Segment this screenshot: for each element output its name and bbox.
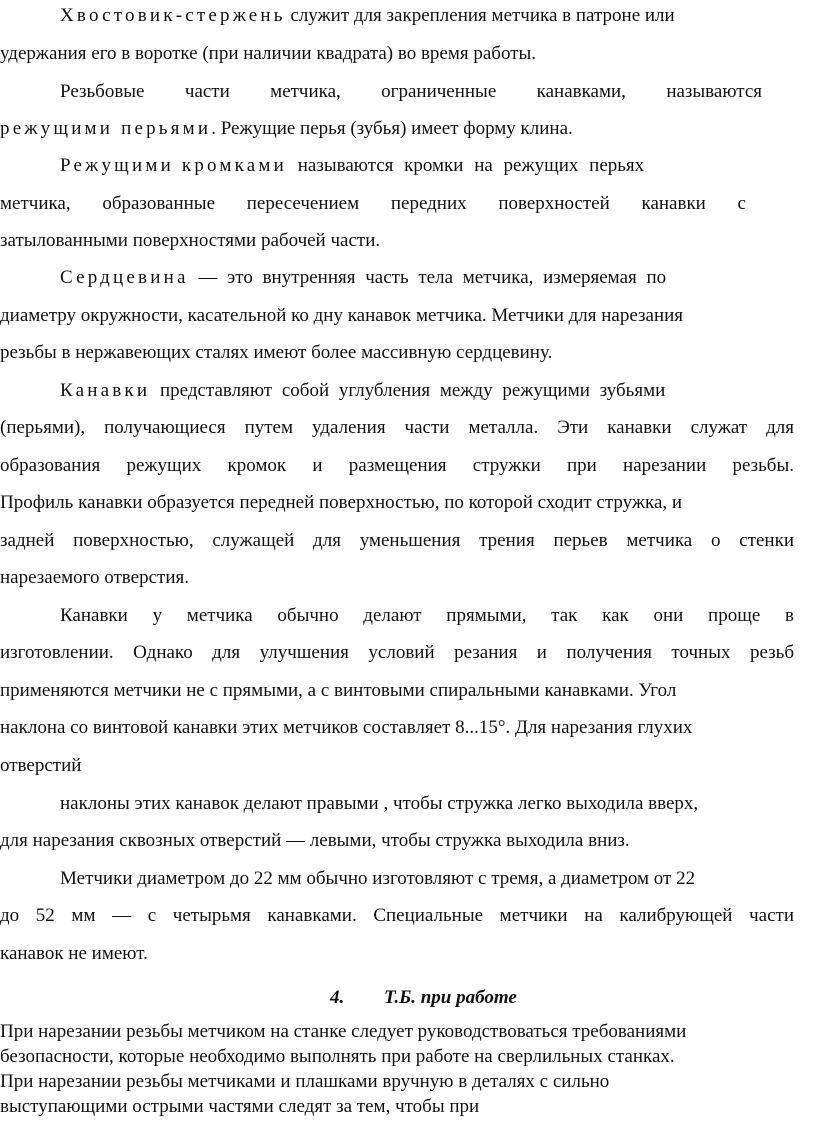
paragraph-6-line-1: Канавки у метчика обычно делают прямыми, так как они проще в (60, 605, 794, 626)
paragraph-6-line-3: применяются метчики не с прямыми, а с винтовыми спиральными канавками. Угол (0, 680, 677, 701)
term-rezhushchie-perya: режущими перьями (0, 118, 212, 139)
term-kanavki: Канавки (60, 380, 151, 401)
paragraph-9-line-4: выступающими острыми частями следят за тем, чтобы при (0, 1096, 480, 1117)
paragraph-9-line-2: безопасности, которые необходимо выполнять при работе на сверлильных станках. (0, 1046, 675, 1067)
paragraph-8-line-2: до 52 мм — с четырьмя канавками. Специальные метчики на калибрующей части (0, 905, 794, 926)
text: . Режущие перья (зубья) имеет форму клина. (211, 118, 573, 139)
paragraph-4-line-3: резьбы в нержавеющих сталях имеют более массивную сердцевину. (0, 342, 553, 363)
term-serdtsevina: Сердцевина (60, 267, 189, 288)
section-number: 4. (330, 987, 345, 1008)
paragraph-9-line-1: При нарезании резьбы метчиком на станке следует руководствоваться требованиями (0, 1021, 687, 1042)
paragraph-7-line-1: наклоны этих канавок делают правыми , чтобы стружка легко выходила вверх, (60, 793, 699, 814)
paragraph-3-line-2: метчика, образованные пересечением передних поверхностей канавки с (0, 193, 746, 214)
paragraph-5-line-5: задней поверхностью, служащей для уменьшения трения перьев метчика о стенки (0, 530, 794, 551)
section-title: Т.Б. при работе (384, 987, 517, 1008)
paragraph-3-line-3: затылованными поверхностями рабочей части. (0, 230, 381, 251)
paragraph-2-line-2 (0, 117, 573, 141)
text: представляют собой углубления между режущими зубьями (150, 380, 666, 401)
text: — это внутренняя часть тела метчика, измеряемая по (188, 267, 667, 288)
paragraph-6-line-4: наклона со винтовой канавки этих метчиков составляет 8...15°. Для нарезания глухих (0, 717, 693, 738)
term-rezhushchie-kromki: Режущими кромками (60, 155, 287, 176)
term-khvostovik: Хвостовик-стержень (60, 5, 286, 26)
paragraph-5-line-4: Профиль канавки образуется передней поверхностью, по которой сходит стружка, и (0, 492, 683, 513)
paragraph-2-line-1: Резьбовые части метчика, ограниченные канавками, называются (60, 81, 762, 102)
paragraph-8-line-1: Метчики диаметром до 22 мм обычно изготовляют с тремя, а диаметром от 22 (60, 868, 696, 889)
paragraph-5-line-6: нарезаемого отверстия. (0, 567, 189, 588)
paragraph-1-line-1 (60, 4, 675, 28)
paragraph-5-line-2: (перьями), получающиеся путем удаления части металла. Эти канавки служат для (0, 417, 794, 438)
paragraph-8-line-3: канавок не имеют. (0, 943, 148, 964)
paragraph-1-line-2: удержания его в воротке (при наличии квадрата) во время работы. (0, 43, 537, 64)
paragraph-5-line-1 (60, 379, 665, 403)
paragraph-4-line-2: диаметру окружности, касательной ко дну канавок метчика. Метчики для нарезания (0, 305, 684, 326)
paragraph-3-line-1 (60, 154, 644, 178)
paragraph-6-line-2: изготовлении. Однако для улучшения условий резания и получения точных резьб (0, 642, 794, 663)
paragraph-5-line-3: образования режущих кромок и размещения стружки при нарезании резьбы. (0, 455, 794, 476)
text: называются кромки на режущих перьях (286, 155, 645, 176)
paragraph-7-line-2: для нарезания сквозных отверстий — левыми, чтобы стружка выходила вниз. (0, 830, 630, 851)
paragraph-6-line-5: отверстий (0, 755, 82, 776)
paragraph-9-line-3: При нарезании резьбы метчиками и плашками вручную в деталях с сильно (0, 1071, 610, 1092)
text: служит для закрепления метчика в патроне или (285, 5, 675, 26)
paragraph-4-line-1 (60, 266, 666, 290)
